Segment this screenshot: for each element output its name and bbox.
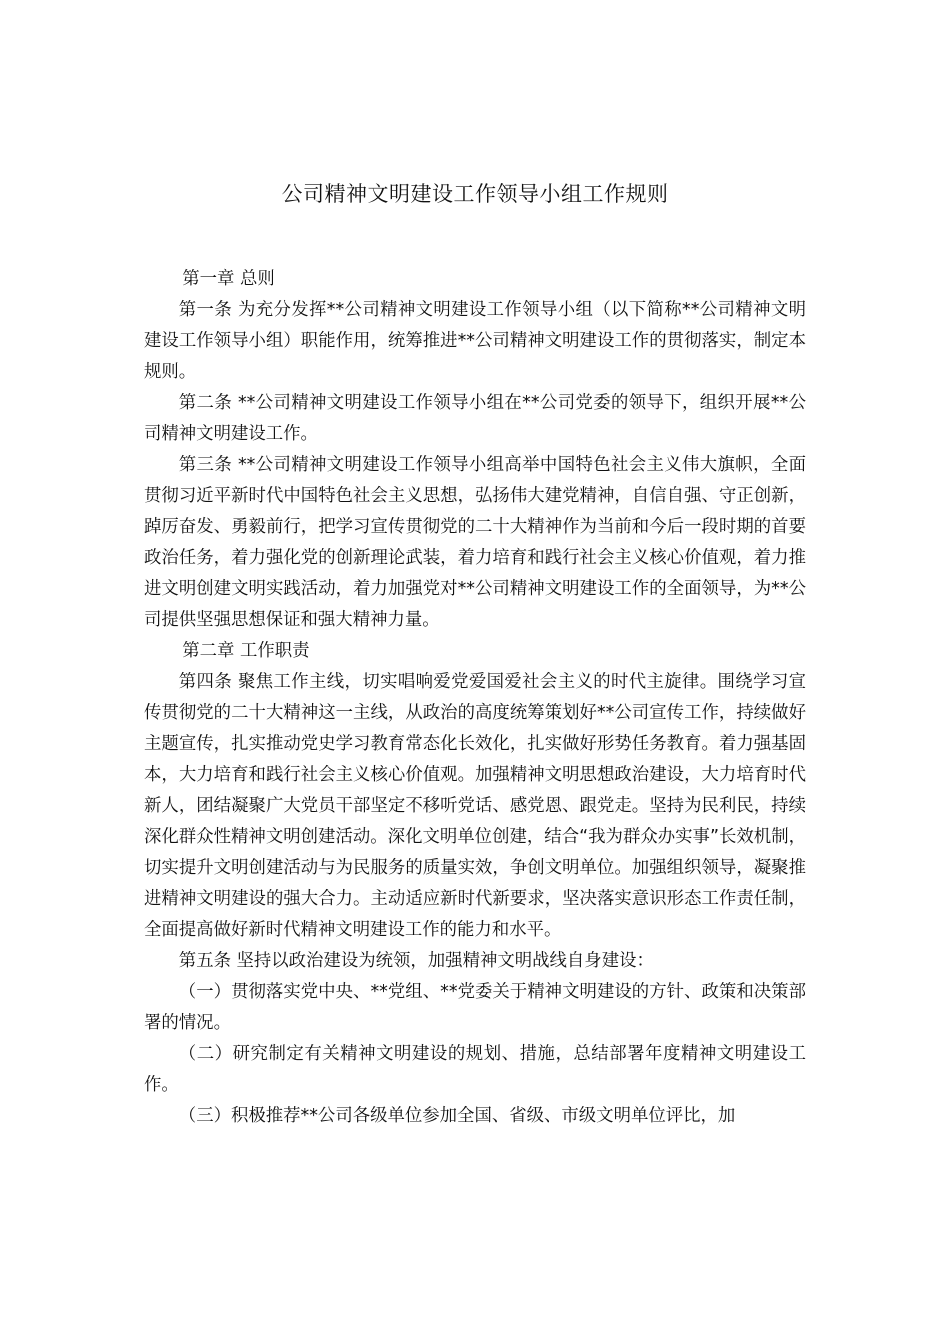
article-paragraph: 第二条 **公司精神文明建设工作领导小组在**公司党委的领导下，组织开展**公司精神文明建设工作。 <box>144 393 806 444</box>
article-paragraph: 第三条 **公司精神文明建设工作领导小组高举中国特色社会主义伟大旗帜，全面贯彻习近平新时代中国特色社会主义思想，弘扬伟大建党精神，自信自强、守正创新，踔厉奋发、勇毅前行，把学习宣传贯彻党的二十大精神作为当前和今后一段时期的首要政治任务，着力强化党的创新理论武装，着力培育和践行社会主义核心价值观，着力推进文明创建文明实践活动，着力加强党对**公司精神文明建设工作的全面领导，为**公司提供坚强思想保证和强大精神力量。 <box>144 455 806 630</box>
chapter-heading: 第二章 工作职责 <box>182 641 310 661</box>
list-item: （一）贯彻落实党中央、**党组、**党委关于精神文明建设的方针、政策和决策部署的情况。 <box>144 982 806 1033</box>
list-item: （二）研究制定有关精神文明建设的规划、措施，总结部署年度精神文明建设工作。 <box>144 1044 806 1095</box>
article-paragraph: 第四条 聚焦工作主线，切实唱响爱党爱国爱社会主义的时代主旋律。围绕学习宣传贯彻党的二十大精神这一主线，从政治的高度统筹策划好**公司宣传工作，持续做好主题宣传，扎实推动党史学习教育常态化长效化，扎实做好形势任务教育。着力强基固本，大力培育和践行社会主义核心价值观。加强精神文明思想政治建设，大力培育时代新人，团结凝聚广大党员干部坚定不移听党话、感党恩、跟党走。坚持为民利民，持续深化群众性精神文明创建活动。深化文明单位创建，结合“我为群众办实事”长效机制，切实提升文明创建活动与为民服务的质量实效，争创文明单位。加强组织领导，凝聚推进精神文明建设的强大合力。主动适应新时代新要求，坚决落实意识形态工作责任制，全面提高做好新时代精神文明建设工作的能力和水平。 <box>144 672 806 940</box>
list-item: （三）积极推荐**公司各级单位参加全国、省级、市级文明单位评比，加 <box>178 1106 736 1126</box>
document-title: 公司精神文明建设工作领导小组工作规则 <box>281 182 669 206</box>
chapter-heading: 第一章 总则 <box>182 269 275 289</box>
article-paragraph: 第一条 为充分发挥**公司精神文明建设工作领导小组（以下简称**公司精神文明建设工作领导小组）职能作用，统筹推进**公司精神文明建设工作的贯彻落实，制定本规则。 <box>144 300 806 382</box>
article-paragraph: 第五条 坚持以政治建设为统领，加强精神文明战线自身建设： <box>178 951 654 971</box>
document-body <box>144 264 806 1132</box>
